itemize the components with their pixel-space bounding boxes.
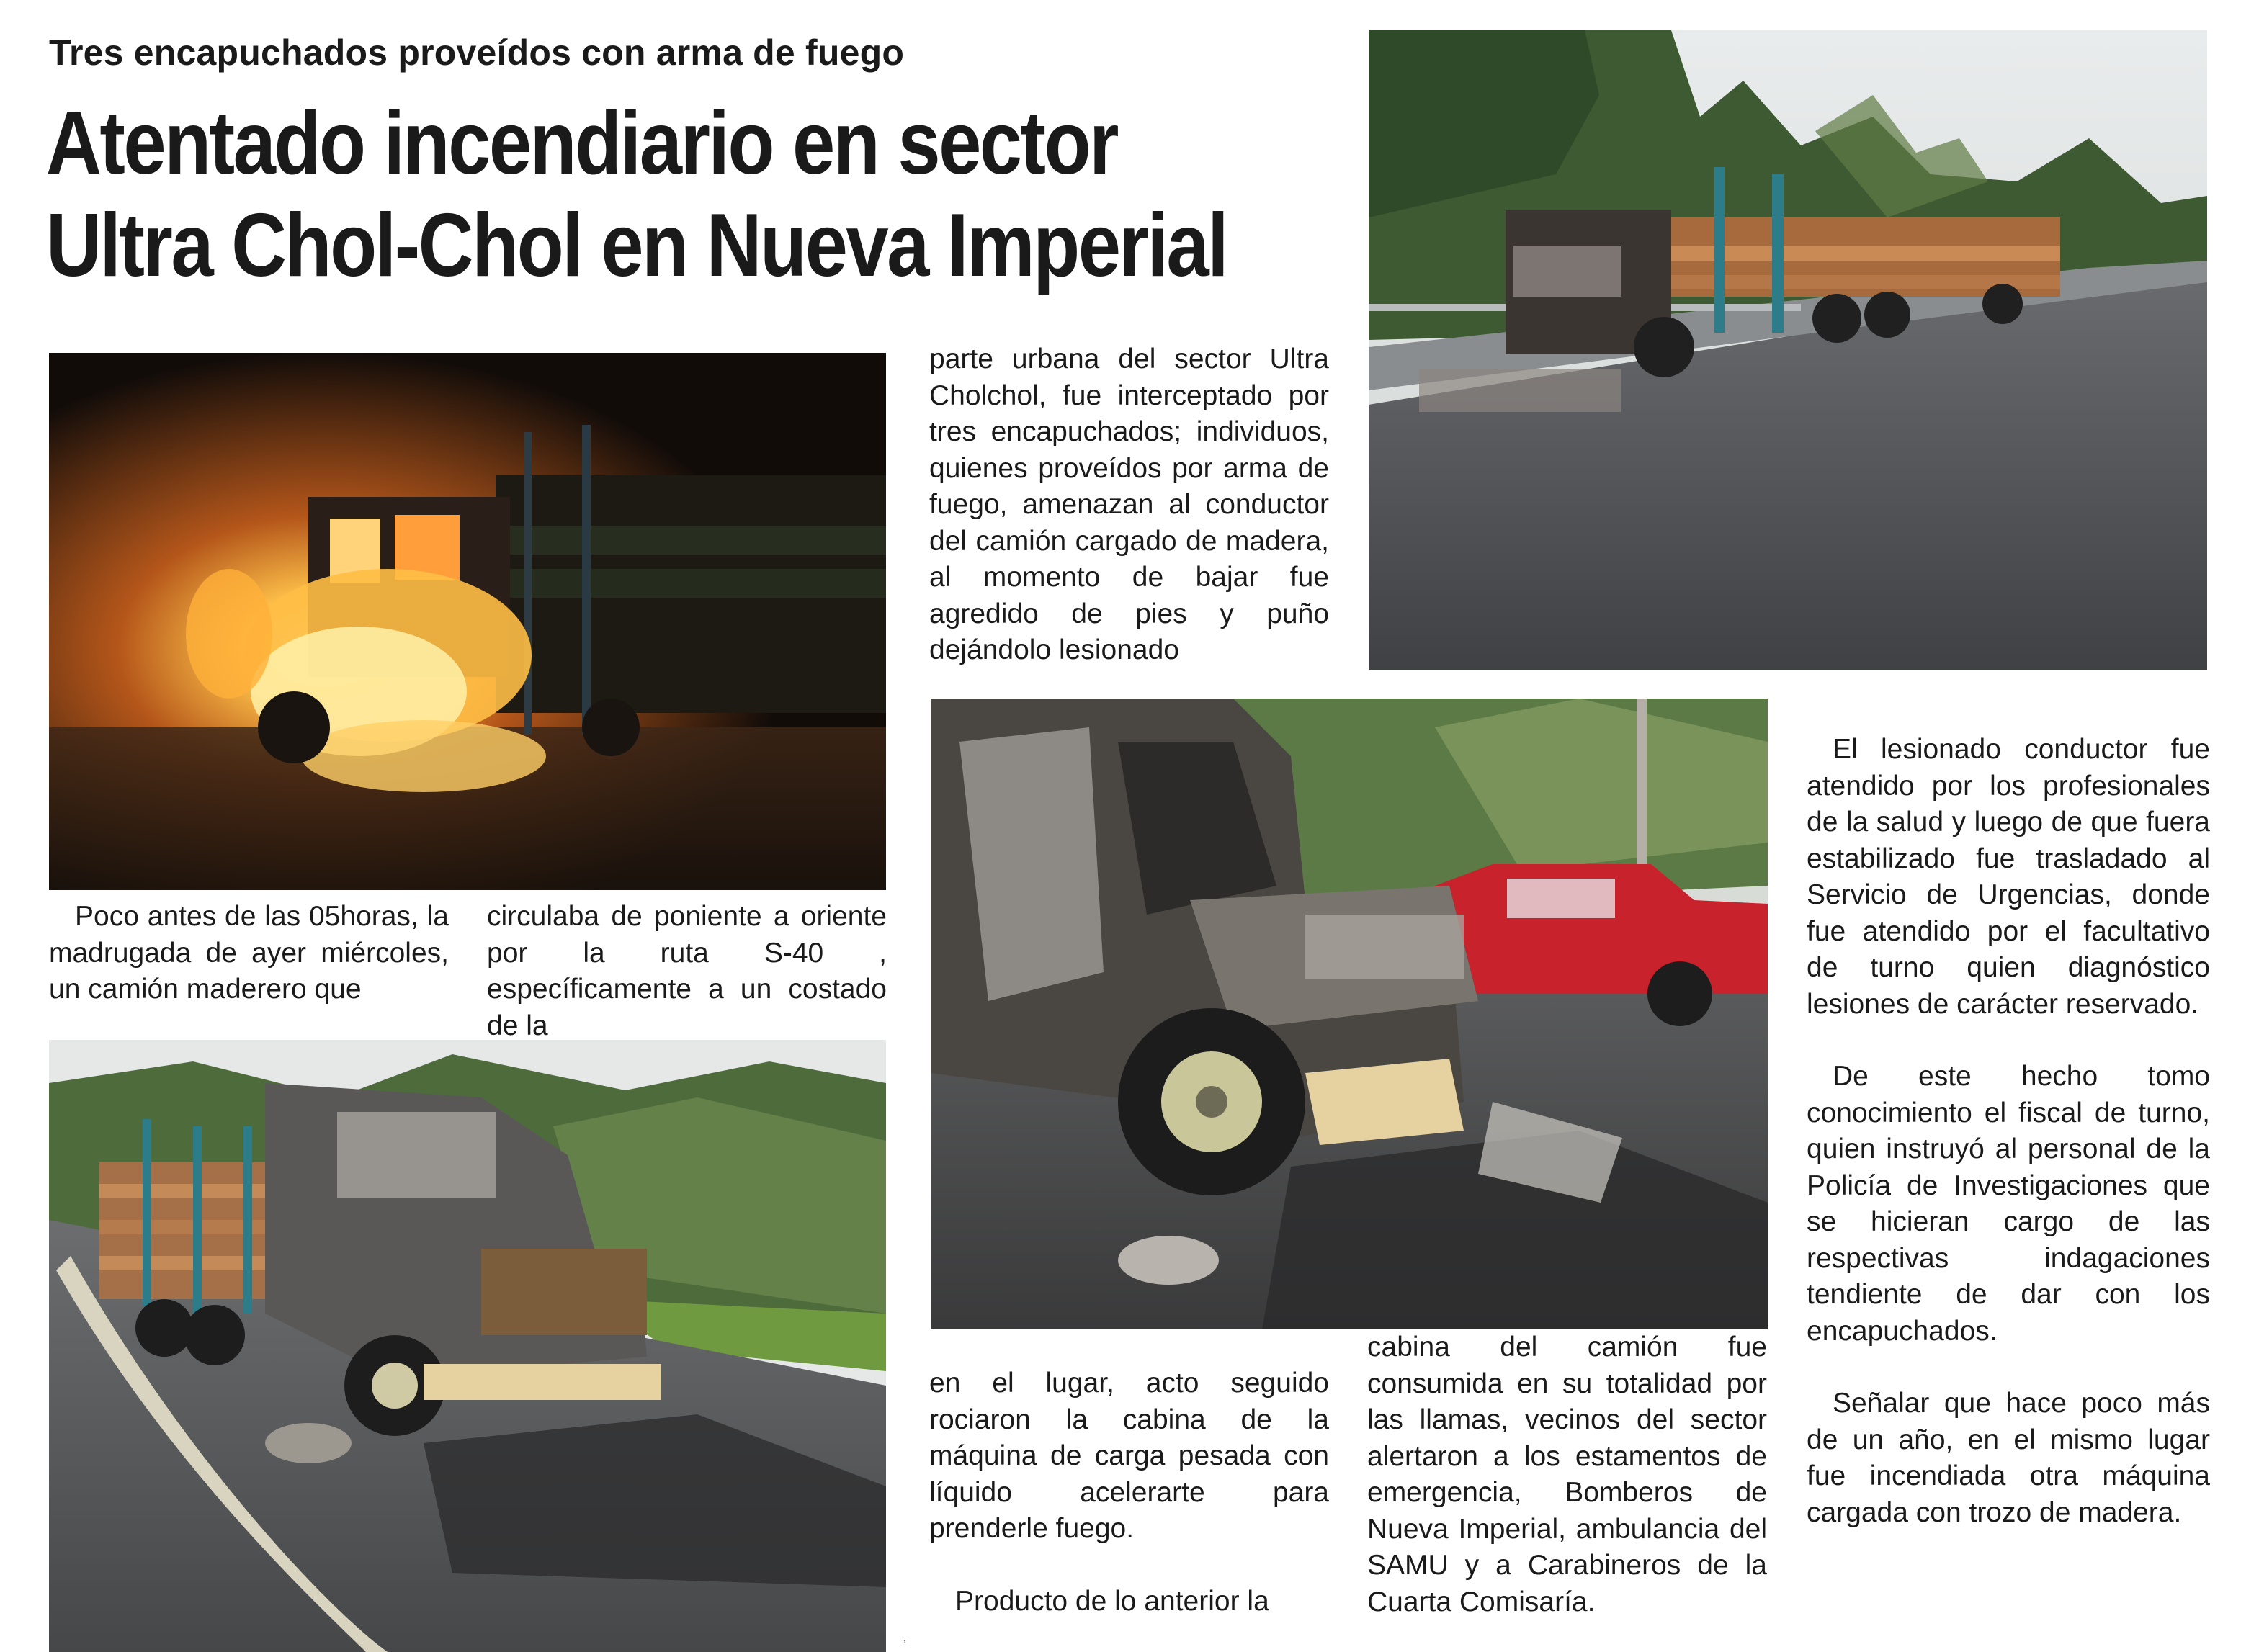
paragraph: Poco antes de las 05horas, la madrugada de ayer miércoles, un camión maderero que — [49, 901, 449, 1005]
photo-burned-cab-closeup — [931, 699, 1768, 1329]
page-mark: , — [903, 1632, 906, 1643]
headline-line-2: Ultra Chol-Chol en Nueva Imperial — [46, 196, 1227, 295]
article-column-3-bottom — [929, 1365, 1329, 1620]
paragraph: Señalar que hace poco más de un año, en el mismo lugar fue incendiada otra máquina cargada con trozo de madera. — [1807, 1388, 2210, 1528]
article-column-5 — [1807, 732, 2210, 1531]
article-column-2 — [487, 899, 887, 1044]
paragraph: De este hecho tomo conocimiento el fiscal de turno, quien instruyó al personal de la Policía de Investigaciones que se hicieran cargo de las respectivas indagaciones tendiente de dar con los encapuchados. — [1807, 1061, 2210, 1347]
article-column-1 — [49, 899, 449, 1008]
article-column-4-bottom — [1367, 1329, 1767, 1620]
paragraph: El lesionado conductor fue atendido por los profesionales de la salud y luego de que fuera estabilizado fue trasladado al Servicio de Urgencias, donde fue atendido por el facultativo de turno quien diagnóstico lesiones de carácter reservado. — [1807, 734, 2210, 1020]
paragraph: en el lugar, acto seguido rociaron la cabina de la máquina de carga pesada con líquido acelerarte para prenderle fuego. — [929, 1368, 1329, 1544]
article-headline — [46, 92, 1227, 297]
article-column-3-top — [929, 341, 1329, 669]
paragraph: parte urbana del sector Ultra Cholchol, fue interceptado por tres encapuchados; individuos, quienes proveídos por arma de fuego, amenazan al conductor del camión cargado de madera, al momento de bajar fue agredido de pies y puño dejándolo lesionado — [929, 344, 1329, 665]
paragraph: circulaba de poniente a oriente por la ruta S-40 , específicamente a un costado de la — [487, 901, 887, 1041]
photo-road-logging-truck — [1369, 30, 2207, 670]
photo-night-fire — [49, 353, 886, 890]
photo-burned-truck-side — [49, 1040, 886, 1652]
paragraph: Producto de lo anterior la — [955, 1585, 1269, 1617]
paragraph: cabina del camión fue consumida en su totalidad por las llamas, vecinos del sector alertaron a los estamentos de emergencia, Bomberos de Nueva Imperial, ambulancia del SAMU y a Carabineros de la Cuarta Comisaría. — [1367, 1332, 1767, 1617]
article-kicker: Tres encapuchados proveídos con arma de fuego — [49, 32, 905, 73]
headline-line-1: Atentado incendiario en sector — [46, 94, 1117, 193]
